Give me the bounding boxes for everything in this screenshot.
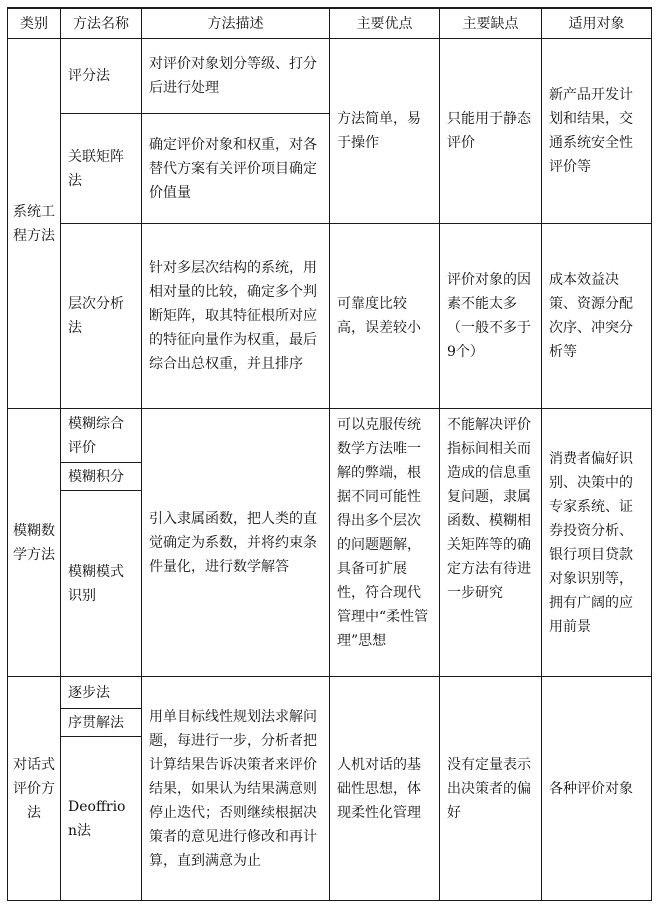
header-category: 类别 [8,8,61,39]
category-dialog-eval: 对话式评价方法 [8,677,61,901]
advantage-ahp: 可靠度比较高，误差较小 [330,224,440,409]
table-row [8,39,652,114]
method-desc-dialog: 用单目标线性规划法求解问题，每进行一步，分析者把计算结果告诉决策者来评价结果，如果认为结果满意则停止迭代；否则继续根据决策者的意见进行修改和再计算，直到满意为止 [142,677,330,901]
disadvantage-fuzzy: 不能解决评价指标间相关而造成的信息重复问题，隶属函数、模糊相关矩阵等的确定方法有待进一步研究 [440,409,542,677]
target-rating-matrix: 新产品开发计划和结果，交通系统安全性评价等 [542,39,652,224]
disadvantage-dialog: 没有定量表示出决策者的偏好 [440,677,542,901]
table-row [8,224,652,409]
method-name-fuzzy-pattern: 模糊模式识别 [61,491,142,677]
method-desc-ahp: 针对多层次结构的系统，用相对量的比较，确定多个判断矩阵，取其特征根所对应的特征向量作为权重，最后综合出总权重，并且排序 [142,224,330,409]
table-row [8,677,652,709]
method-desc-matrix: 确定评价对象和权重，对各替代方案有关评价项目确定价值量 [142,114,330,224]
disadvantage-ahp: 评价对象的因素不能太多（一般不多于9个） [440,224,542,409]
evaluation-methods-table [7,7,652,901]
advantage-fuzzy: 可以克服传统数学方法唯一解的弊端，根据不同可能性得出多个层次的问题题解，具备可扩展性，符合现代管理中“柔性管理”思想 [330,409,440,677]
category-system-engineering: 系统工程方法 [8,39,61,409]
header-method-name: 方法名称 [61,8,142,39]
header-main-disadvantage: 主要缺点 [440,8,542,39]
header-row [8,8,652,39]
method-name-fuzzy-eval: 模糊综合评价 [61,409,142,463]
method-name-fuzzy-integral: 模糊积分 [61,463,142,491]
method-name-stepwise: 逐步法 [61,677,142,709]
target-dialog: 各种评价对象 [542,677,652,901]
header-applicable-target: 适用对象 [542,8,652,39]
header-main-advantage: 主要优点 [330,8,440,39]
method-desc-fuzzy: 引入隶属函数，把人类的直觉确定为系数，并将约束条件量化，进行数学解答 [142,409,330,677]
target-ahp: 成本效益决策、资源分配次序、冲突分析等 [542,224,652,409]
method-name-deoffrion: Deoffrion法 [61,737,142,901]
header-method-description: 方法描述 [142,8,330,39]
table-row [8,409,652,463]
method-name-rating: 评分法 [61,39,142,114]
method-desc-rating: 对评价对象划分等级、打分后进行处理 [142,39,330,114]
target-fuzzy: 消费者偏好识别、决策中的专家系统、证券投资分析、银行项目贷款对象识别等，拥有广阔的应用前景 [542,409,652,677]
advantage-rating-matrix: 方法简单，易于操作 [330,39,440,224]
category-fuzzy-math: 模糊数学方法 [8,409,61,677]
method-name-sequential: 序贯解法 [61,709,142,737]
disadvantage-rating-matrix: 只能用于静态评价 [440,39,542,224]
advantage-dialog: 人机对话的基础性思想，体现柔性化管理 [330,677,440,901]
method-name-matrix: 关联矩阵法 [61,114,142,224]
method-name-ahp: 层次分析法 [61,224,142,409]
